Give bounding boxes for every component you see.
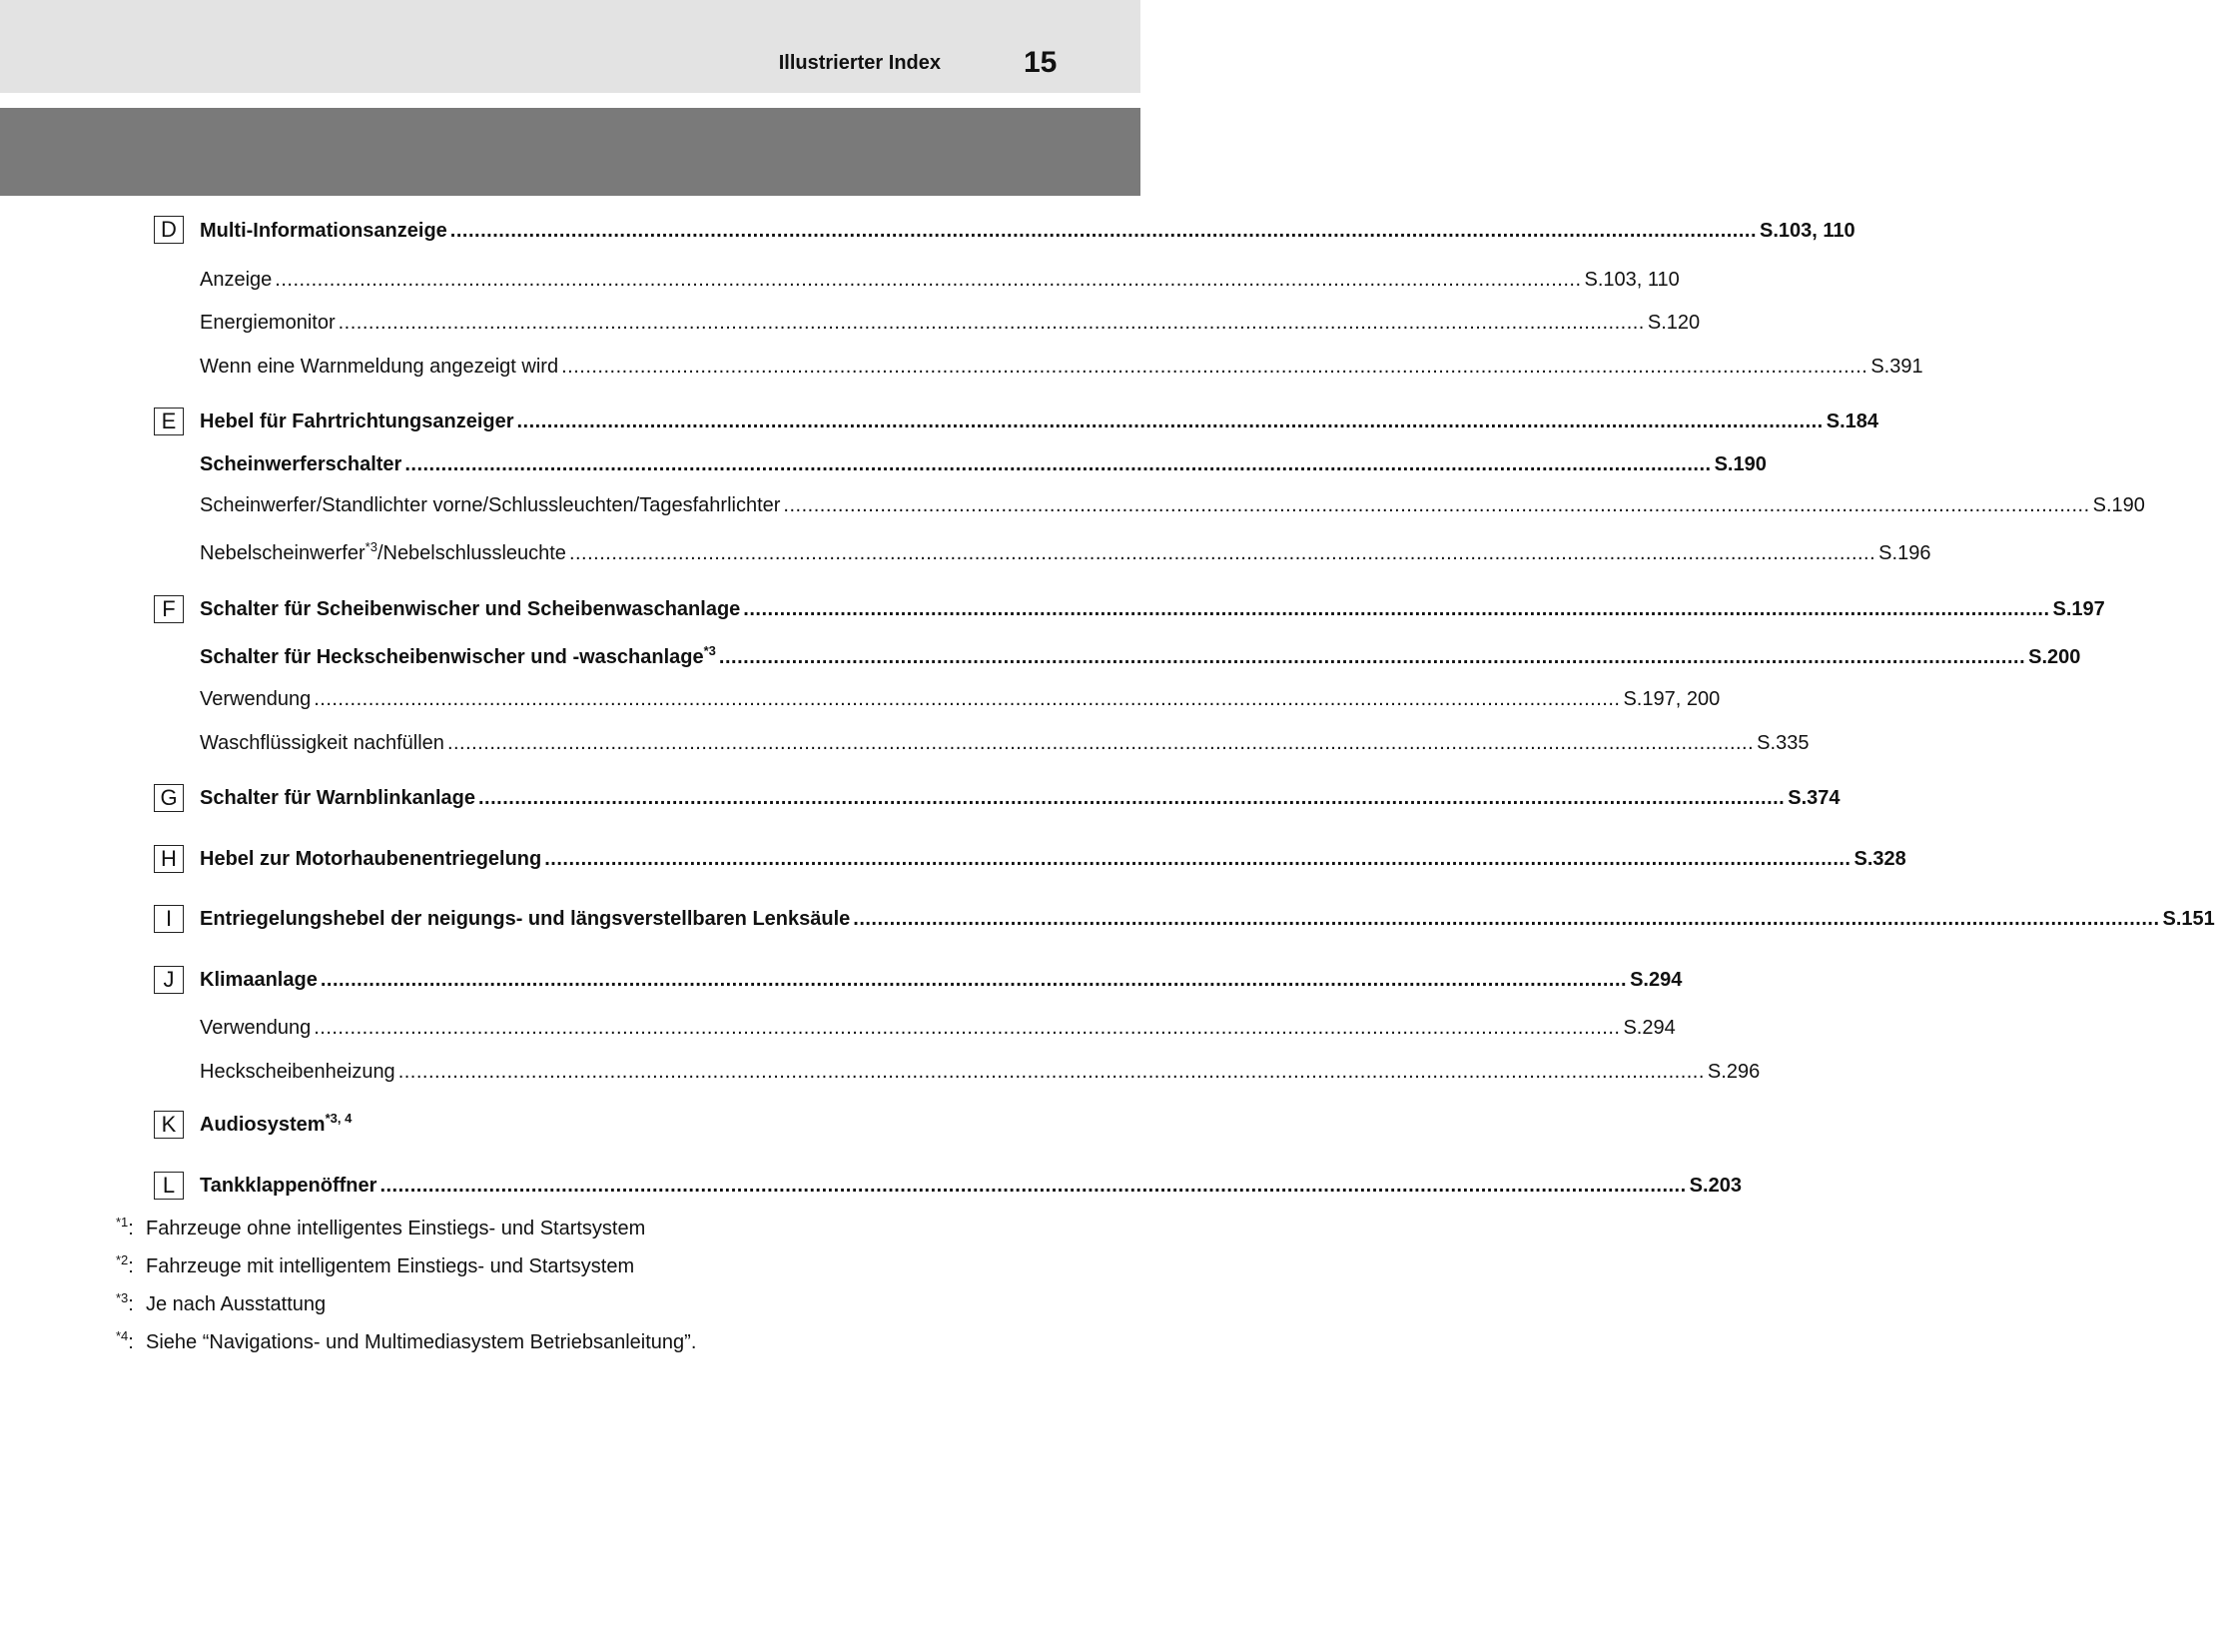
index-subentry[interactable]: [200, 728, 1810, 758]
entry-label: Waschflüssigkeit nachfüllen: [200, 732, 444, 754]
entry-page-ref[interactable]: S.328: [1853, 848, 1906, 870]
leader-dots: ........................................................................................................................................................................................................................: [379, 1175, 1687, 1197]
entry-page-ref[interactable]: S.190: [2092, 494, 2145, 516]
entry-label: Schalter für Warnblinkanlage: [200, 787, 475, 809]
entry-page-ref[interactable]: S.203: [1689, 1175, 1742, 1197]
entry-label: Hebel für Fahrtrichtungsanzeiger: [200, 411, 514, 432]
leader-dots: ........................................................................................................................................................................................................................: [314, 688, 1621, 710]
leader-dots: ........................................................................................................................................................................................................................: [446, 732, 1755, 754]
entry-label: Entriegelungshebel der neigungs- und längsverstellbaren Lenksäule: [200, 908, 851, 930]
header-band: [0, 0, 1140, 93]
index-entry[interactable]: [200, 1171, 1742, 1201]
entry-label: Schalter für Scheibenwischer und Scheibenwaschanlage: [200, 598, 741, 620]
entry-page-ref[interactable]: S.391: [1870, 356, 1923, 378]
index-entry[interactable]: [200, 407, 1878, 436]
entry-label: [200, 1110, 355, 1140]
footnote-mark: *1: [116, 1215, 129, 1230]
entry-label: Scheinwerferschalter: [200, 453, 402, 475]
entry-page-ref[interactable]: S.151: [2162, 908, 2215, 930]
footnote: $^{*3}$: Je nach Ausstattung: [116, 1290, 327, 1315]
footnote: $^{*4}$: Siehe “Navigations- und Multimediasystem Betriebsanleitung”.: [116, 1328, 697, 1353]
entry-label: Klimaanlage: [200, 969, 318, 991]
leader-dots: ........................................................................................................................................................................................................................: [718, 646, 2026, 668]
entry-label: [200, 642, 719, 672]
index-subentry[interactable]: [200, 490, 2145, 520]
index-subentry[interactable]: [200, 308, 1701, 338]
entry-label: Multi-Informationsanzeige: [200, 220, 447, 242]
section-letter-k: K: [154, 1111, 184, 1139]
index-entry[interactable]: [200, 1110, 979, 1140]
label-text: Audiosystem: [200, 1114, 326, 1136]
leader-dots: ........................................................................................................................................................................................................................: [568, 542, 1876, 564]
entry-label: Verwendung: [200, 688, 312, 710]
label-text: Nebelscheinwerfer: [200, 542, 366, 564]
footnote: $^{*1}$: Fahrzeuge ohne intelligentes Einstiegs- und Startsystem: [116, 1215, 646, 1239]
entry-page-ref[interactable]: S.196: [1878, 542, 1931, 564]
index-entry[interactable]: [200, 965, 1683, 995]
index-entry[interactable]: [200, 216, 1855, 246]
entry-label: Tankklappenöffner: [200, 1175, 377, 1197]
leader-dots: ........................................................................................................................................................................................................................: [743, 598, 2050, 620]
leader-dots: ........................................................................................................................................................................................................................: [561, 356, 1868, 378]
index-entry[interactable]: [200, 594, 2105, 624]
section-letter-e: E: [154, 408, 184, 435]
entry-label: Anzeige: [200, 269, 273, 291]
entry-page-ref[interactable]: S.120: [1647, 312, 1701, 334]
footnote-ref[interactable]: *3: [365, 539, 377, 554]
entry-page-ref[interactable]: S.190: [1714, 453, 1767, 475]
entry-page-ref[interactable]: S.197: [2052, 598, 2105, 620]
entry-label: Hebel zur Motorhaubenentriegelung: [200, 848, 542, 870]
footnote-text: Fahrzeuge ohne intelligentes Einstiegs- und Startsystem: [146, 1218, 646, 1239]
entry-page-ref[interactable]: S.374: [1788, 787, 1841, 809]
entry-page-ref[interactable]: S.294: [1630, 969, 1683, 991]
index-subentry[interactable]: [200, 538, 1931, 568]
section-letter-j: J: [154, 966, 184, 994]
footnote-text: Siehe “Navigations- und Multimediasystem Betriebsanleitung”.: [146, 1331, 697, 1353]
index-subentry[interactable]: [200, 1057, 1761, 1087]
index-subentry[interactable]: [200, 1013, 1676, 1043]
entry-page-ref[interactable]: S.296: [1707, 1061, 1761, 1083]
leader-dots: ........................................................................................................................................................................................................................: [397, 1061, 1705, 1083]
label-text: Schalter für Heckscheibenwischer und -waschanlage: [200, 646, 704, 668]
entry-page-ref[interactable]: S.294: [1623, 1017, 1676, 1039]
footnote: $^{*2}$: Fahrzeuge mit intelligentem Einstiegs- und Startsystem: [116, 1252, 635, 1277]
index-subentry[interactable]: [200, 684, 1721, 714]
entry-page-ref[interactable]: S.184: [1826, 411, 1878, 432]
section-letter-g: G: [154, 784, 184, 812]
index-entry[interactable]: [200, 642, 2081, 672]
page-number: 15: [1024, 46, 1058, 79]
section-letter-h: H: [154, 845, 184, 873]
leader-dots: ........................................................................................................................................................................................................................: [404, 453, 1712, 475]
section-letter-f: F: [154, 595, 184, 623]
entry-page-ref[interactable]: S.200: [2028, 646, 2081, 668]
leader-dots: ........................................................................................................................................................................................................................: [449, 220, 1758, 242]
footnote-mark: *4: [116, 1328, 129, 1343]
leader-dots: ........................................................................................................................................................................................................................: [320, 969, 1628, 991]
leader-dots: ........................................................................................................................................................................................................................: [314, 1017, 1621, 1039]
label-text: /Nebelschlussleuchte: [376, 542, 566, 564]
index-subentry[interactable]: [200, 352, 1923, 382]
section-letter-d: D: [154, 216, 184, 244]
entry-label: [200, 538, 569, 568]
section-title: Illustrierter Index: [778, 52, 941, 74]
footnote-mark: *2: [116, 1252, 129, 1267]
leader-dots: ........................................................................................................................................................................................................................: [275, 269, 1582, 291]
entry-label: Wenn eine Warnmeldung angezeigt wird: [200, 356, 559, 378]
footnote-ref[interactable]: *3: [703, 643, 716, 658]
leader-dots: ........................................................................................................................................................................................................................: [338, 312, 1645, 334]
footnote-ref[interactable]: *3, 4: [325, 1111, 353, 1126]
leader-dots: ........................................................................................................................................................................................................................: [853, 908, 2160, 930]
section-letter-l: L: [154, 1172, 184, 1200]
index-entry[interactable]: [200, 904, 2215, 934]
index-entry[interactable]: [200, 783, 1841, 813]
entry-page-ref[interactable]: S.197, 200: [1623, 688, 1721, 710]
footnote-mark: *3: [116, 1290, 129, 1305]
leader-dots: ........................................................................................................................................................................................................................: [783, 494, 2090, 516]
entry-label: Energiemonitor: [200, 312, 336, 334]
entry-page-ref[interactable]: S.335: [1757, 732, 1810, 754]
index-entry[interactable]: [200, 844, 1906, 874]
index-entry[interactable]: [200, 449, 1767, 479]
leader-dots: ........................................................................................................................................................................................................................: [544, 848, 1851, 870]
leader-dots: ........................................................................................................................................................................................................................: [516, 411, 1824, 432]
entry-page-ref[interactable]: S.103, 110: [1760, 220, 1855, 242]
section-letter-i: I: [154, 905, 184, 933]
index-subentry[interactable]: [200, 265, 1680, 295]
entry-label: Scheinwerfer/Standlichter vorne/Schlussleuchten/Tagesfahrlichter: [200, 494, 781, 516]
leader-dots: ........................................................................................................................................................................................................................: [478, 787, 1786, 809]
entry-page-ref[interactable]: S.103, 110: [1584, 269, 1680, 291]
illustration-band: [0, 108, 1140, 196]
entry-label: Heckscheibenheizung: [200, 1061, 395, 1083]
entry-label: Verwendung: [200, 1017, 312, 1039]
footnote-text: Fahrzeuge mit intelligentem Einstiegs- und Startsystem: [146, 1255, 635, 1277]
footnote-text: Je nach Ausstattung: [146, 1293, 327, 1315]
